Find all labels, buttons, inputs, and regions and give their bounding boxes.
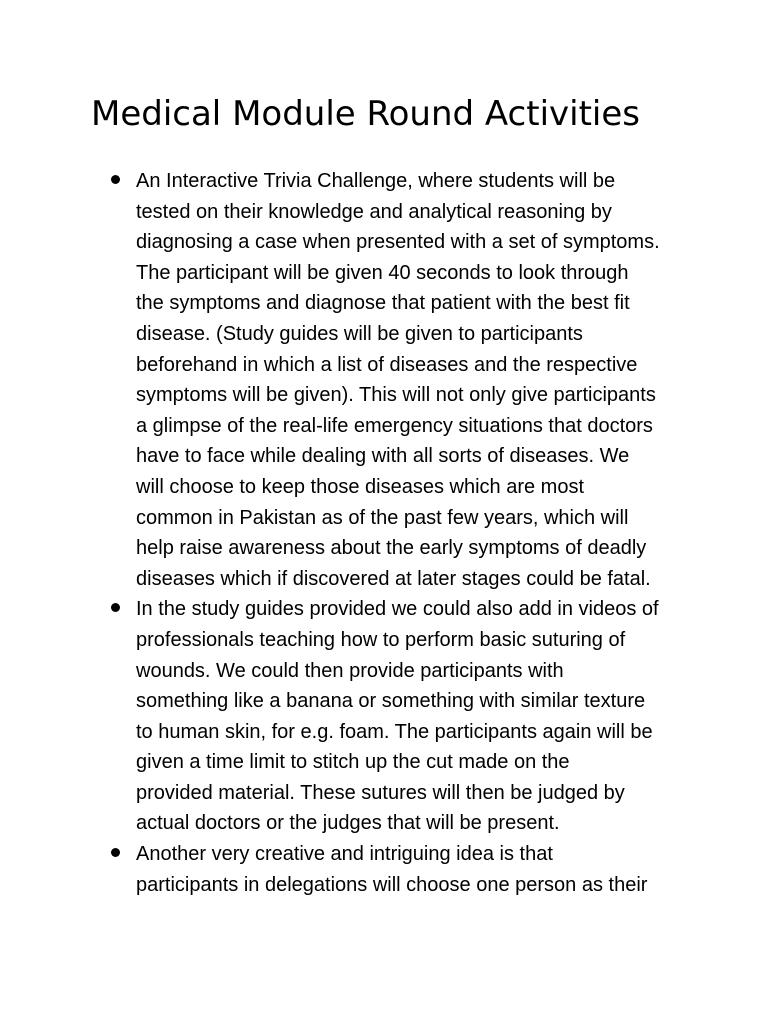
bullet-text-line: An Interactive Trivia Challenge, where students will be	[136, 170, 616, 192]
bullet-text-line: actual doctors or the judges that will be present.	[136, 812, 560, 835]
bullet-text-line: The participant will be given 40 seconds to look through	[136, 261, 629, 284]
bullet-text-line: help raise awareness about the early symptoms of deadly	[136, 537, 647, 560]
bullet-item-delegation-idea	[0, 839, 684, 900]
bullet-point-icon	[111, 175, 120, 184]
bullet-text-line: symptoms will be given). This will not only give participants	[136, 384, 656, 407]
bullet-text-line: a glimpse of the real-life emergency situations that doctors	[136, 414, 653, 437]
bullet-item-trivia-challenge	[0, 166, 684, 594]
bullet-text-line: the symptoms and diagnose that patient with the best fit	[136, 292, 630, 315]
bullet-text-line: tested on their knowledge and analytical reasoning by	[136, 200, 612, 223]
bullet-text-line: wounds. We could then provide participants with	[136, 659, 564, 682]
bullet-text-line: participants in delegations will choose one person as their	[136, 873, 648, 896]
bullet-text-line: Another very creative and intriguing idea is that	[136, 843, 553, 866]
bullet-text-line: diseases which if discovered at later stages could be fatal.	[136, 567, 651, 590]
bullet-text-line: to human skin, for e.g. foam. The participants again will be	[136, 720, 653, 743]
activities-bullet-list	[0, 166, 768, 900]
bullet-text-line: beforehand in which a list of diseases and the respective	[136, 353, 638, 376]
bullet-text-line: diagnosing a case when presented with a set of symptoms.	[136, 231, 660, 254]
bullet-point-icon	[111, 848, 120, 857]
bullet-text-line: something like a banana or something with similar texture	[136, 690, 646, 713]
bullet-text-line: In the study guides provided we could also add in videos of	[136, 598, 659, 621]
bullet-text-line: have to face while dealing with all sorts of diseases. We	[136, 445, 630, 468]
bullet-point-icon	[111, 603, 120, 612]
bullet-text-line: will choose to keep those diseases which are most	[136, 475, 585, 498]
bullet-text-line: disease. (Study guides will be given to participants	[136, 322, 583, 345]
bullet-text-line: provided material. These sutures will then be judged by	[136, 781, 625, 804]
bullet-text-line: common in Pakistan as of the past few years, which will	[136, 506, 629, 529]
document-title: Medical Module Round Activities	[91, 94, 640, 134]
bullet-item-suturing-activity	[0, 594, 684, 839]
bullet-text-line: given a time limit to stitch up the cut made on the	[136, 751, 570, 774]
bullet-text-line: professionals teaching how to perform basic suturing of	[136, 628, 626, 651]
